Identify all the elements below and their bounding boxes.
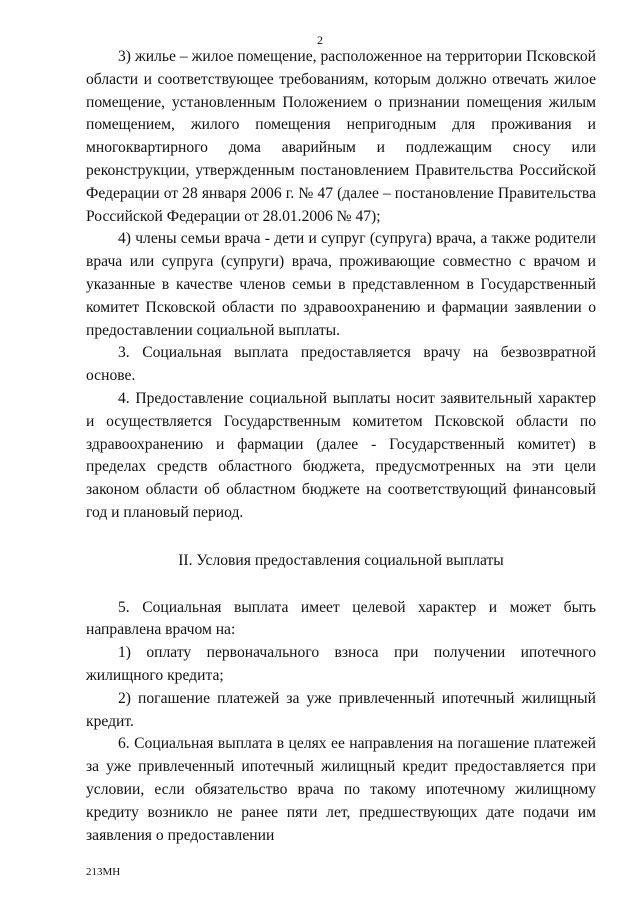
page-number: 2 bbox=[317, 33, 323, 47]
paragraph-subitem-2: 2) погашение платежей за уже привлеченный ипотечный жилищный кредит. bbox=[86, 689, 596, 730]
document-body bbox=[86, 46, 596, 847]
document-code: 213МН bbox=[86, 866, 121, 878]
paragraph-clause-5: 5. Социальная выплата имеет целевой характер и может быть направлена врачом на: bbox=[86, 598, 596, 639]
section-heading: II. Условия предоставления социальной выплаты bbox=[178, 551, 504, 569]
paragraph-clause-6: 6. Социальная выплата в целях ее направления на погашение платежей за уже привлеченный ипотечный жилищный кредит предоставляется при условии, если обязательство врача по такому ипотечному жилищному кредиту возникло не ранее пяти лет, предшествующих дате подачи им заявления о предоставлении bbox=[86, 735, 596, 844]
paragraph-item-3: 3) жилье – жилое помещение, расположенное на территории Псковской области и соответствующее требованиям, которым должно отвечать жилое помещение, установленным Положением о признании помещения жилым помещением, жилого помещения непригодным для проживания и многоквартирного дома аварийным и подлежащим сносу или реконструкции, утвержденным постановлением Правительства Российской Федерации от 28 января 2006 г. № 47 (далее – постановление Правительства Российской Федерации от 28.01.2006 № 47); bbox=[86, 48, 596, 225]
paragraph-clause-4: 4. Предоставление социальной выплаты носит заявительный характер и осуществляется Государственным комитетом Псковской области по здравоохранению и фармации (далее - Государственный комитет) в пределах средств областного бюджета, предусмотренных на эти цели законом области об областном бюджете на соответствующий финансовый год и плановый период. bbox=[86, 389, 596, 521]
paragraph-subitem-1: 1) оплату первоначального взноса при получении ипотечного жилищного кредита; bbox=[86, 644, 596, 684]
paragraph-clause-3: 3. Социальная выплата предоставляется врачу на безвозвратной основе. bbox=[86, 344, 596, 385]
paragraph-item-4: 4) члены семьи врача - дети и супруг (супруга) врача, а также родители врача или супруга (супруги) врача, проживающие совместно с врачом и указанные в качестве членов семьи в представленном в Государственный комитет Псковской области по здравоохранению и фармации заявлении о предоставлении социальной выплаты. bbox=[86, 230, 596, 339]
